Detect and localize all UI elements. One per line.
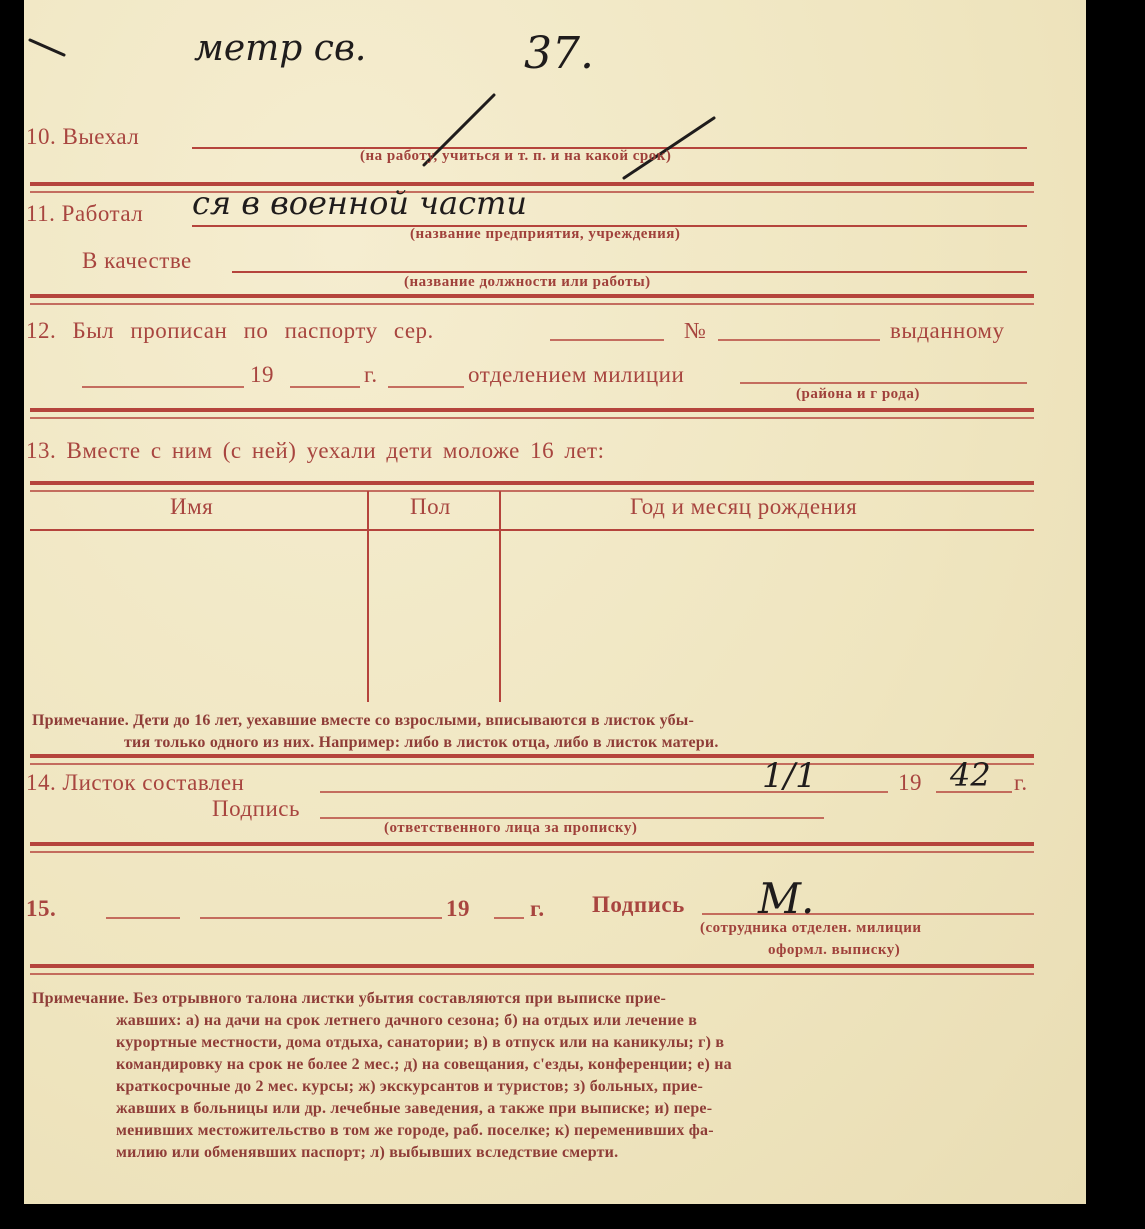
table-header-name: Имя bbox=[170, 494, 214, 519]
table-header-birth: Год и месяц рождения bbox=[630, 494, 858, 519]
field-13-label: 13. Вместе с ним (с ней) уехали дети моложе 16 лет: bbox=[26, 438, 605, 463]
field-11-hint: (название предприятия, учреждения) bbox=[410, 226, 681, 242]
field-12-militia-label: отделением милиции bbox=[468, 362, 685, 387]
table-header-sex: Пол bbox=[410, 494, 451, 519]
field-11-position-label: В качестве bbox=[82, 248, 192, 273]
handwritten-year: 42 bbox=[950, 756, 991, 794]
field-12-number-label: № bbox=[684, 318, 707, 343]
field-12-year-label: 19 bbox=[250, 362, 274, 387]
handwritten-note: метр св. bbox=[194, 28, 367, 69]
footnote-line-6: жавших в больницы или др. лечебные заведения, а также при выписке; и) пере- bbox=[116, 1100, 713, 1117]
footnote-line-2: жавших: а) на дачи на срок летнего дачного сезона; б) на отдых или лечение в bbox=[116, 1012, 698, 1029]
field-10-hint: (на работу, учиться и т. п. и на какой срок) bbox=[360, 148, 672, 164]
footnote-line-7: менивших местожительство в том же городе, раб. поселке; к) переменивших фа- bbox=[116, 1122, 714, 1139]
field-14-signature-hint: (ответственного лица за прописку) bbox=[384, 820, 638, 836]
field-14-g-label: г. bbox=[1014, 770, 1028, 795]
field-11-position-hint: (название должности или работы) bbox=[404, 274, 651, 290]
field-15-hint-1: (сотрудника отделен. милиции bbox=[700, 920, 922, 936]
footnote-line-4: командировку на срок не более 2 мес.; д) на совещания, с'езды, конференции; е) на bbox=[116, 1056, 732, 1073]
note-1-line-1: Примечание. Дети до 16 лет, уехавшие вместе со взрослыми, вписываются в листок убы- bbox=[32, 712, 695, 729]
field-15-year-label: 19 bbox=[446, 896, 470, 921]
field-15-hint-2: оформл. выписку) bbox=[768, 942, 901, 958]
field-10-label: 10. Выехал bbox=[26, 124, 140, 149]
handwritten-number: 37. bbox=[524, 28, 594, 79]
handwritten-signature: М. bbox=[758, 874, 815, 923]
field-14-signature-label: Подпись bbox=[212, 796, 300, 821]
field-12-hint: (района и г рода) bbox=[796, 386, 920, 402]
footnote-line-5: краткосрочные до 2 мес. курсы; ж) экскурсантов и туристов; з) больных, прие- bbox=[116, 1078, 704, 1095]
field-11-label: 11. Работал bbox=[26, 201, 144, 226]
handwritten-workplace: ся в военной части bbox=[192, 184, 527, 222]
footnote-line-8: милию или обменявших паспорт; л) выбывших вследствие смерти. bbox=[116, 1144, 619, 1161]
form-sheet bbox=[24, 0, 1086, 1204]
field-12-issued-label: выданному bbox=[890, 318, 1005, 343]
handwritten-date: 1/1 bbox=[762, 756, 817, 796]
field-15-g-label: г. bbox=[530, 896, 545, 921]
field-15-label: 15. bbox=[26, 896, 57, 921]
footnote-line-1: Примечание. Без отрывного талона листки убытия составляются при выписке прие- bbox=[32, 990, 667, 1007]
field-14-year-label: 19 bbox=[898, 770, 922, 795]
field-14-label: 14. Листок составлен bbox=[26, 770, 245, 795]
field-15-signature-label: Подпись bbox=[592, 892, 685, 917]
note-1-line-2: тия только одного из них. Например: либо в листок отца, либо в листок матери. bbox=[124, 734, 719, 751]
footnote-line-3: курортные местности, дома отдыха, санатории; в) в отпуск или на каникулы; г) в bbox=[116, 1034, 725, 1051]
field-12-label: 12. Был прописан по паспорту сер. bbox=[26, 318, 434, 343]
field-12-g-label: г. bbox=[364, 362, 378, 387]
